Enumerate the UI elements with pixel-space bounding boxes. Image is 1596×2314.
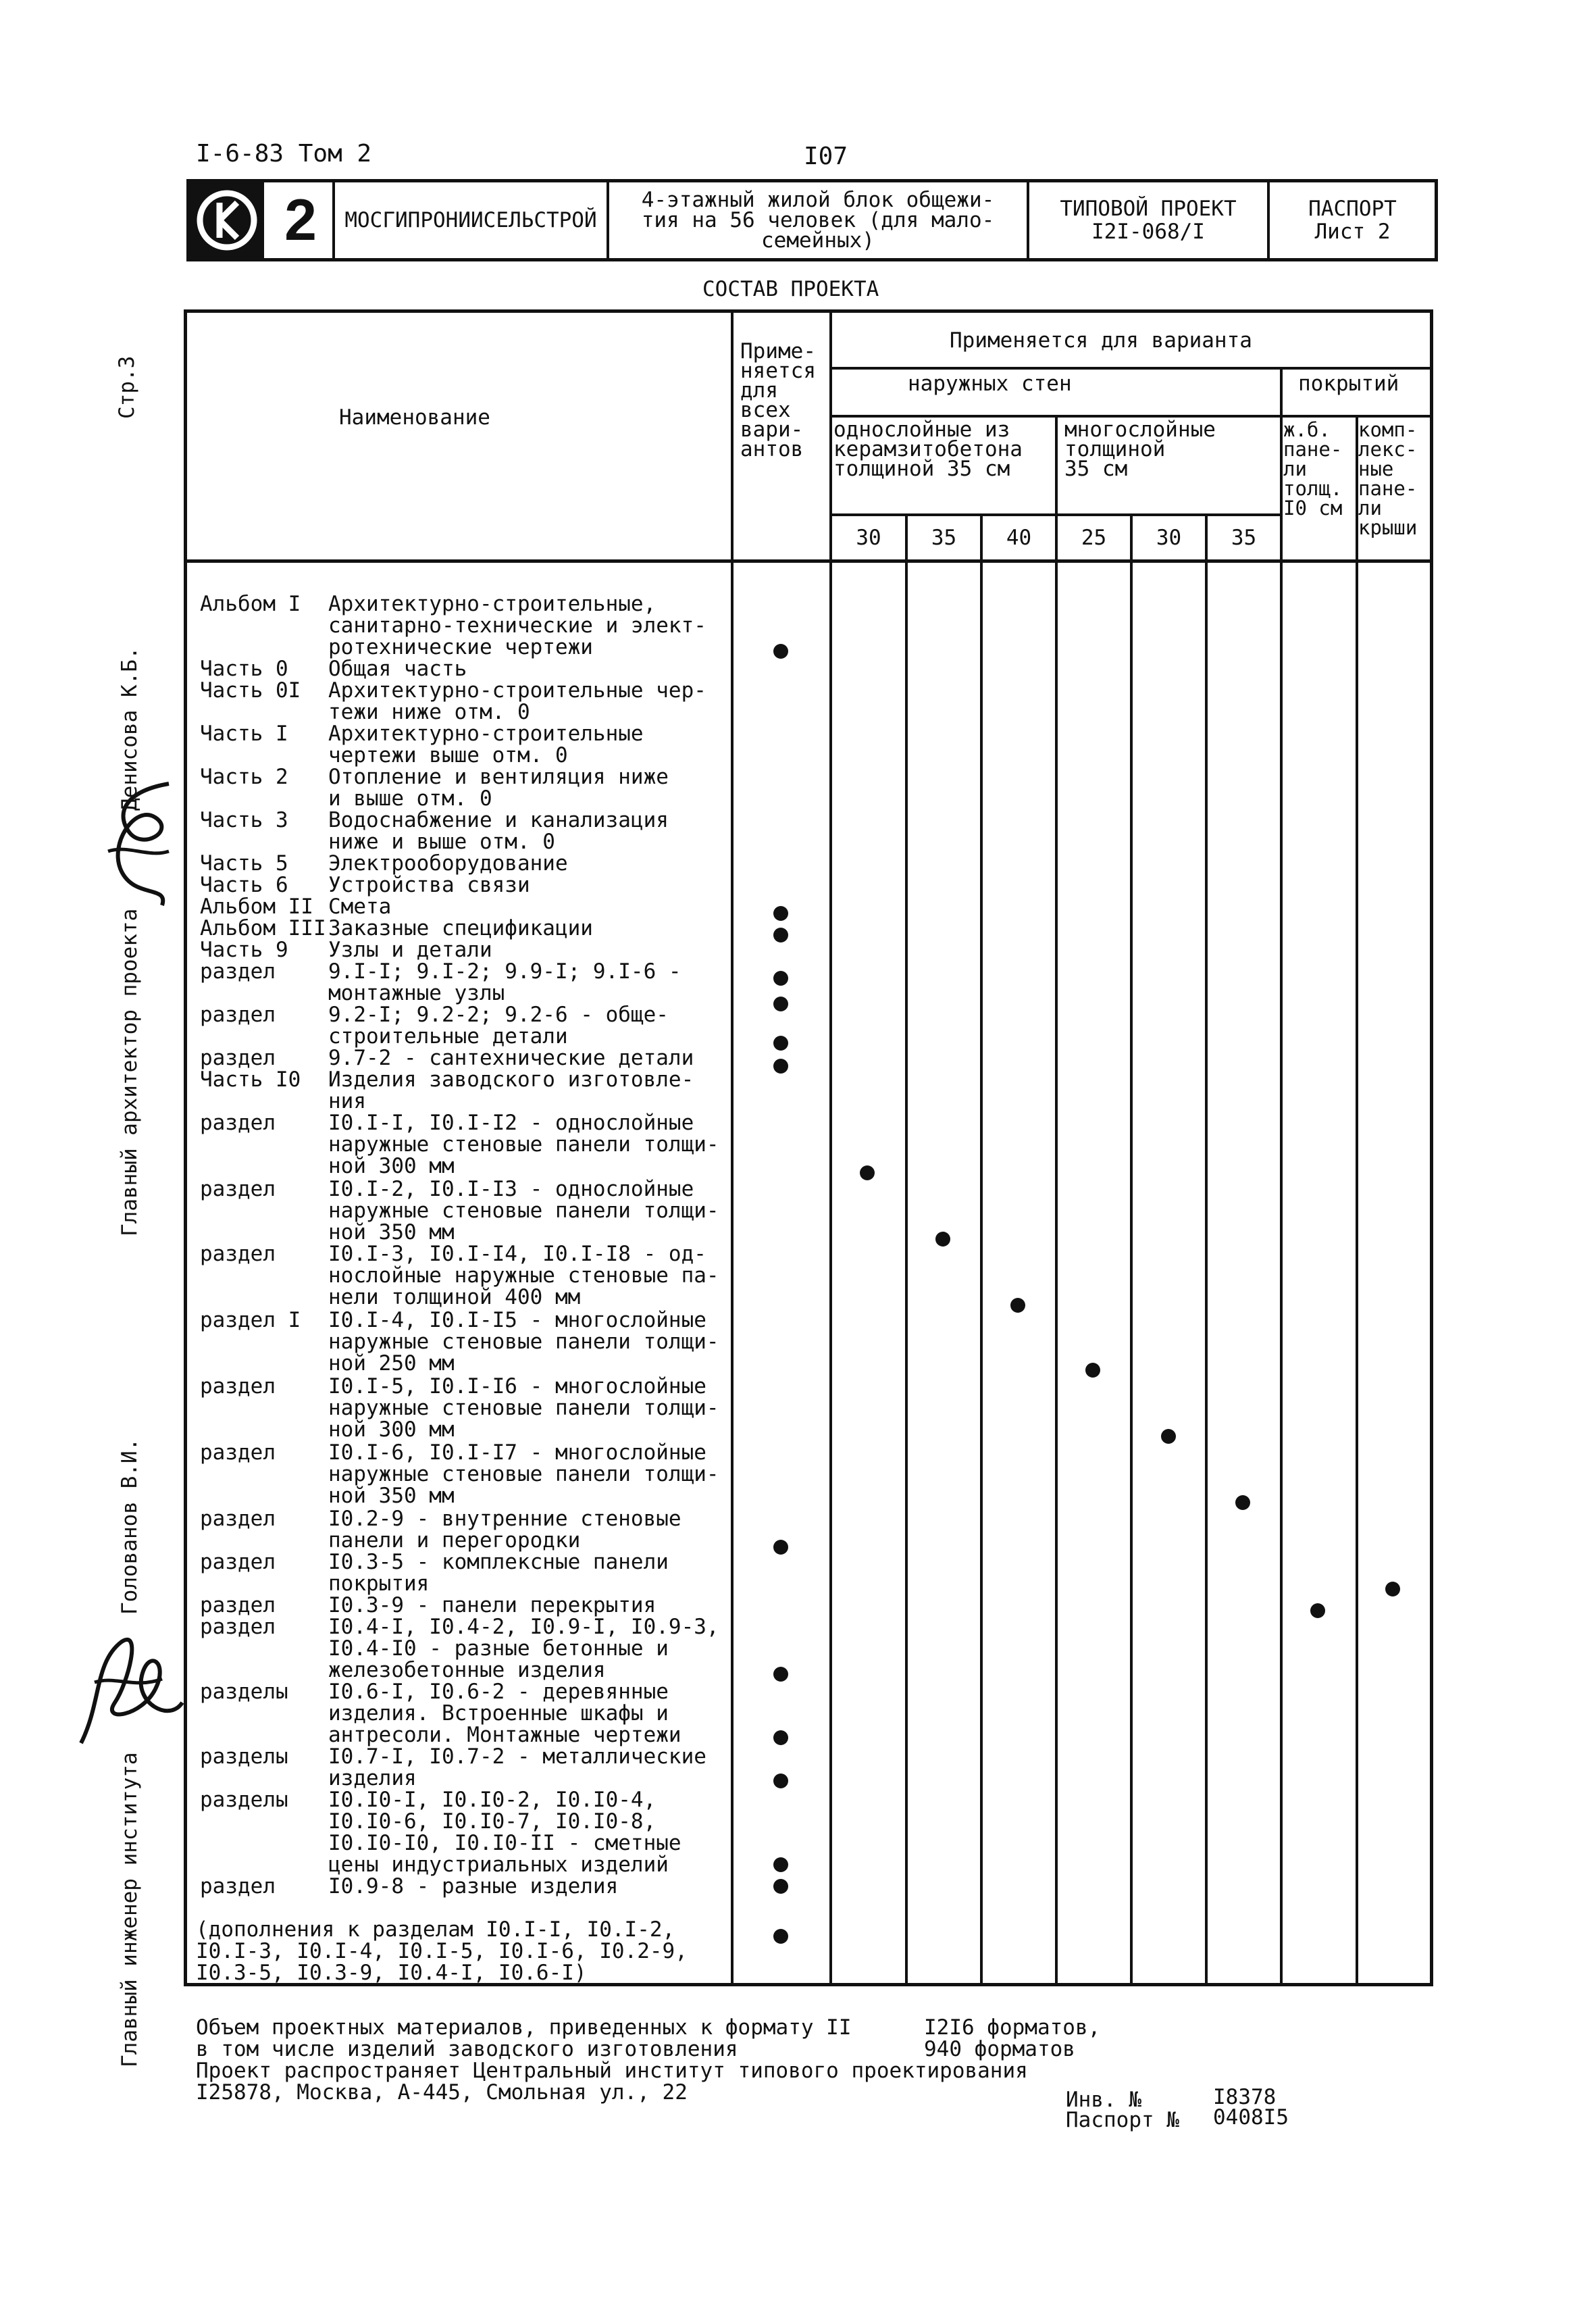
row-text: Изделия заводского изготовле- ния bbox=[328, 1067, 694, 1113]
row-label: раздел bbox=[200, 1046, 276, 1070]
row-label: Часть 9 bbox=[200, 938, 288, 962]
row-label: разделы bbox=[200, 1680, 288, 1704]
row-label: Часть 0I bbox=[200, 678, 301, 703]
volume-value-2: 940 форматов bbox=[924, 2037, 1075, 2061]
volume-line-2: в том числе изделий заводского изготовления bbox=[196, 2037, 738, 2061]
row-label: раздел bbox=[200, 1593, 276, 1617]
mark-dot bbox=[773, 644, 788, 659]
mark-dot bbox=[773, 997, 788, 1011]
row-text: I0.I0-I, I0.I0-2, I0.I0-4, I0.I0-6, I0.I0-7, I0.I0-8, I0.I0-I0, I0.I0-II - сметные цены индустриальных изделий bbox=[328, 1788, 681, 1877]
mark-dot bbox=[1235, 1495, 1250, 1510]
row-label: раздел bbox=[200, 959, 276, 984]
address-line: I25878, Москва, А-445, Смольная ул., 22 bbox=[196, 2080, 688, 2105]
mark-dot bbox=[773, 971, 788, 986]
row-text: I0.9-8 - разные изделия bbox=[328, 1874, 619, 1898]
row-label: Часть I0 bbox=[200, 1067, 301, 1092]
logo-block bbox=[190, 182, 264, 258]
row-label: раздел bbox=[200, 1874, 276, 1898]
row-label: Часть 2 bbox=[200, 765, 288, 789]
passport-value: 0408I5 bbox=[1213, 2105, 1289, 2130]
section-title: СОСТАВ ПРОЕКТА bbox=[702, 277, 879, 301]
chief-engineer-name: Голованов В.И. bbox=[118, 1438, 142, 1615]
row-text: I0.I-5, I0.I-I6 - многослойные наружные стеновые панели толщи- ной 300 мм bbox=[328, 1374, 719, 1442]
row-label: Часть 3 bbox=[200, 808, 288, 832]
row-label: раздел bbox=[200, 1003, 276, 1027]
mark-dot bbox=[1085, 1363, 1100, 1378]
row-text: I0.7-I, I0.7-2 - металлические изделия bbox=[328, 1744, 706, 1790]
chief-architect-label: Главный архитектор проекта bbox=[118, 908, 142, 1236]
mark-dot bbox=[773, 1036, 788, 1051]
row-label: раздел bbox=[200, 1550, 276, 1574]
object-title: 4-этажный жилой блок общежи- тия на 56 человек (для мало- семейных) bbox=[641, 188, 995, 253]
col-complex-panels-header: комп- лекс- ные пане- ли крыши bbox=[1358, 420, 1418, 538]
row-text: I0.6-I, I0.6-2 - деревянные изделия. Встроенные шкафы и антресоли. Монтажные чертежи bbox=[328, 1680, 681, 1747]
series-label: I-6-83 Том 2 bbox=[196, 140, 372, 168]
mark-dot bbox=[860, 1165, 875, 1180]
col-outer-walls-header: наружных стен bbox=[908, 372, 1072, 396]
col-roofs-header: покрытий bbox=[1298, 372, 1399, 396]
row-label: раздел I bbox=[200, 1308, 301, 1332]
row-label: Альбом III bbox=[200, 916, 326, 940]
row-label: Часть 0 bbox=[200, 657, 288, 681]
row-text: 9.I-I; 9.I-2; 9.9-I; 9.I-6 - монтажные узлы bbox=[328, 959, 681, 1005]
row-label: разделы bbox=[200, 1788, 288, 1812]
mark-dot bbox=[773, 1857, 788, 1872]
passport-label: Паспорт № bbox=[1066, 2108, 1179, 2132]
row-text: Узлы и детали bbox=[328, 938, 492, 962]
row-text: Водоснабжение и канализация ниже и выше отм. 0 bbox=[328, 808, 669, 854]
sub-multi-35: 35 bbox=[1231, 526, 1257, 550]
mark-dot bbox=[1161, 1429, 1176, 1444]
mark-dot bbox=[773, 928, 788, 942]
sub-multi-25: 25 bbox=[1081, 526, 1107, 550]
signature-engineer-icon bbox=[68, 1621, 189, 1763]
inv-label: Инв. № bbox=[1066, 2088, 1141, 2112]
page-number: I07 bbox=[804, 143, 848, 170]
mark-dot bbox=[773, 1059, 788, 1074]
row-text: Электрооборудование bbox=[328, 851, 568, 876]
volume-value-1: I2I6 форматов, bbox=[924, 2015, 1101, 2040]
sub-single-30: 30 bbox=[856, 526, 881, 550]
signature-architect-icon bbox=[88, 770, 189, 919]
row-text: Архитектурно-строительные чер- тежи ниже отм. 0 bbox=[328, 678, 706, 724]
row-text: Смета bbox=[328, 895, 392, 919]
row-label: Часть 6 bbox=[200, 873, 288, 897]
logo-icon bbox=[190, 182, 264, 258]
organization-name: МОСГИПРОНИИСЕЛЬСТРОЙ bbox=[344, 208, 597, 232]
chief-engineer-label: Главный инженер института bbox=[118, 1752, 142, 2067]
chief-architect-name: Денисова К.Б. bbox=[118, 647, 142, 811]
row-text: Заказные спецификации bbox=[328, 916, 593, 940]
distributor-line: Проект распространяет Центральный институт типового проектирования bbox=[196, 2059, 1028, 2083]
row-text: I0.I-2, I0.I-I3 - однослойные наружные стеновые панели толщи- ной 350 мм bbox=[328, 1177, 719, 1244]
row-text: Архитектурно-строительные, санитарно-технические и элект- ротехнические чертежи bbox=[328, 592, 706, 659]
mark-dot bbox=[773, 1774, 788, 1788]
col-name-header: Наименование bbox=[339, 405, 490, 430]
col-single-layer-header: однослойные из керамзитобетона толщиной 35 см bbox=[833, 418, 1023, 481]
col-all-variants-header: Приме- няется для всех вари- антов bbox=[740, 339, 816, 461]
mark-dot bbox=[773, 906, 788, 921]
sub-multi-30: 30 bbox=[1156, 526, 1182, 550]
row-text: Архитектурно-строительные чертежи выше отм. 0 bbox=[328, 722, 644, 768]
mark-dot bbox=[773, 1540, 788, 1555]
mark-dot bbox=[1010, 1298, 1025, 1313]
row-text: Устройства связи bbox=[328, 873, 530, 897]
sheet-label: ПАСПОРТ Лист 2 bbox=[1308, 197, 1397, 244]
row-text: I0.3-9 - панели перекрытия bbox=[328, 1593, 657, 1617]
inv-value: I8378 bbox=[1213, 2085, 1277, 2109]
row-text: 9.7-2 - сантехнические детали bbox=[328, 1046, 694, 1070]
sub-single-35: 35 bbox=[931, 526, 957, 550]
col-rc-panels-header: ж.б. пане- ли толщ. I0 см bbox=[1283, 418, 1343, 520]
mark-dot bbox=[1385, 1582, 1400, 1596]
row-label: раздел bbox=[200, 1440, 276, 1465]
row-label: раздел bbox=[200, 1177, 276, 1201]
row-label: раздел bbox=[200, 1507, 276, 1531]
row-label: Часть 5 bbox=[200, 851, 288, 876]
row-text: Общая часть bbox=[328, 657, 467, 681]
row-label: раздел bbox=[200, 1615, 276, 1639]
row-label: раздел bbox=[200, 1111, 276, 1135]
row-text: I0.2-9 - внутренние стеновые панели и перегородки bbox=[328, 1507, 681, 1553]
row-text: I0.3-5 - комплексные панели покрытия bbox=[328, 1550, 669, 1596]
row-label: Альбом II bbox=[200, 895, 313, 919]
mark-dot bbox=[773, 1929, 788, 1944]
row-text: I0.I-I, I0.I-I2 - однослойные наружные стеновые панели толщи- ной 300 мм bbox=[328, 1111, 719, 1178]
row-label: Альбом I bbox=[200, 592, 301, 616]
mark-dot bbox=[773, 1879, 788, 1894]
project-type: ТИПОВОЙ ПРОЕКТ I2I-068/I bbox=[1060, 197, 1237, 244]
sub-single-40: 40 bbox=[1006, 526, 1032, 550]
row-text: I0.I-4, I0.I-I5 - многослойные наружные стеновые панели толщи- ной 250 мм bbox=[328, 1308, 719, 1376]
row-label: Часть I bbox=[200, 722, 288, 746]
row-text: I0.I-3, I0.I-I4, I0.I-I8 - од- нослойные наружные стеновые па- нели толщиной 400 мм bbox=[328, 1242, 719, 1309]
mark-dot bbox=[1310, 1603, 1325, 1618]
row-text: I0.4-I, I0.4-2, I0.9-I, I0.9-3, I0.4-I0 - разные бетонные и железобетонные изделия bbox=[328, 1615, 719, 1682]
row-text: I0.I-6, I0.I-I7 - многослойные наружные стеновые панели толщи- ной 350 мм bbox=[328, 1440, 719, 1508]
page-ref: Стр.3 bbox=[115, 355, 139, 419]
mark-dot bbox=[773, 1730, 788, 1745]
mark-dot bbox=[773, 1667, 788, 1682]
col-multi-layer-header: многослойные толщиной 35 см bbox=[1064, 418, 1216, 481]
mark-dot bbox=[935, 1232, 950, 1247]
row-text: Отопление и вентиляция ниже и выше отм. 0 bbox=[328, 765, 669, 811]
volume-line-1: Объем проектных материалов, приведенных к формату II bbox=[196, 2015, 852, 2040]
col-variant-header: Применяется для варианта bbox=[950, 328, 1252, 353]
row-label: разделы bbox=[200, 1744, 288, 1769]
row-text: (дополнения к разделам I0.I-I, I0.I-2, I0.I-3, I0.I-4, I0.I-5, I0.I-6, I0.2-9, I0.3-5, I0.3-9, I0.4-I, I0.6-I) bbox=[196, 1917, 688, 1985]
logo-digit: 2 bbox=[284, 188, 317, 253]
row-text: 9.2-I; 9.2-2; 9.2-6 - обще- строительные детали bbox=[328, 1003, 669, 1049]
row-label: раздел bbox=[200, 1374, 276, 1399]
row-label: раздел bbox=[200, 1242, 276, 1266]
